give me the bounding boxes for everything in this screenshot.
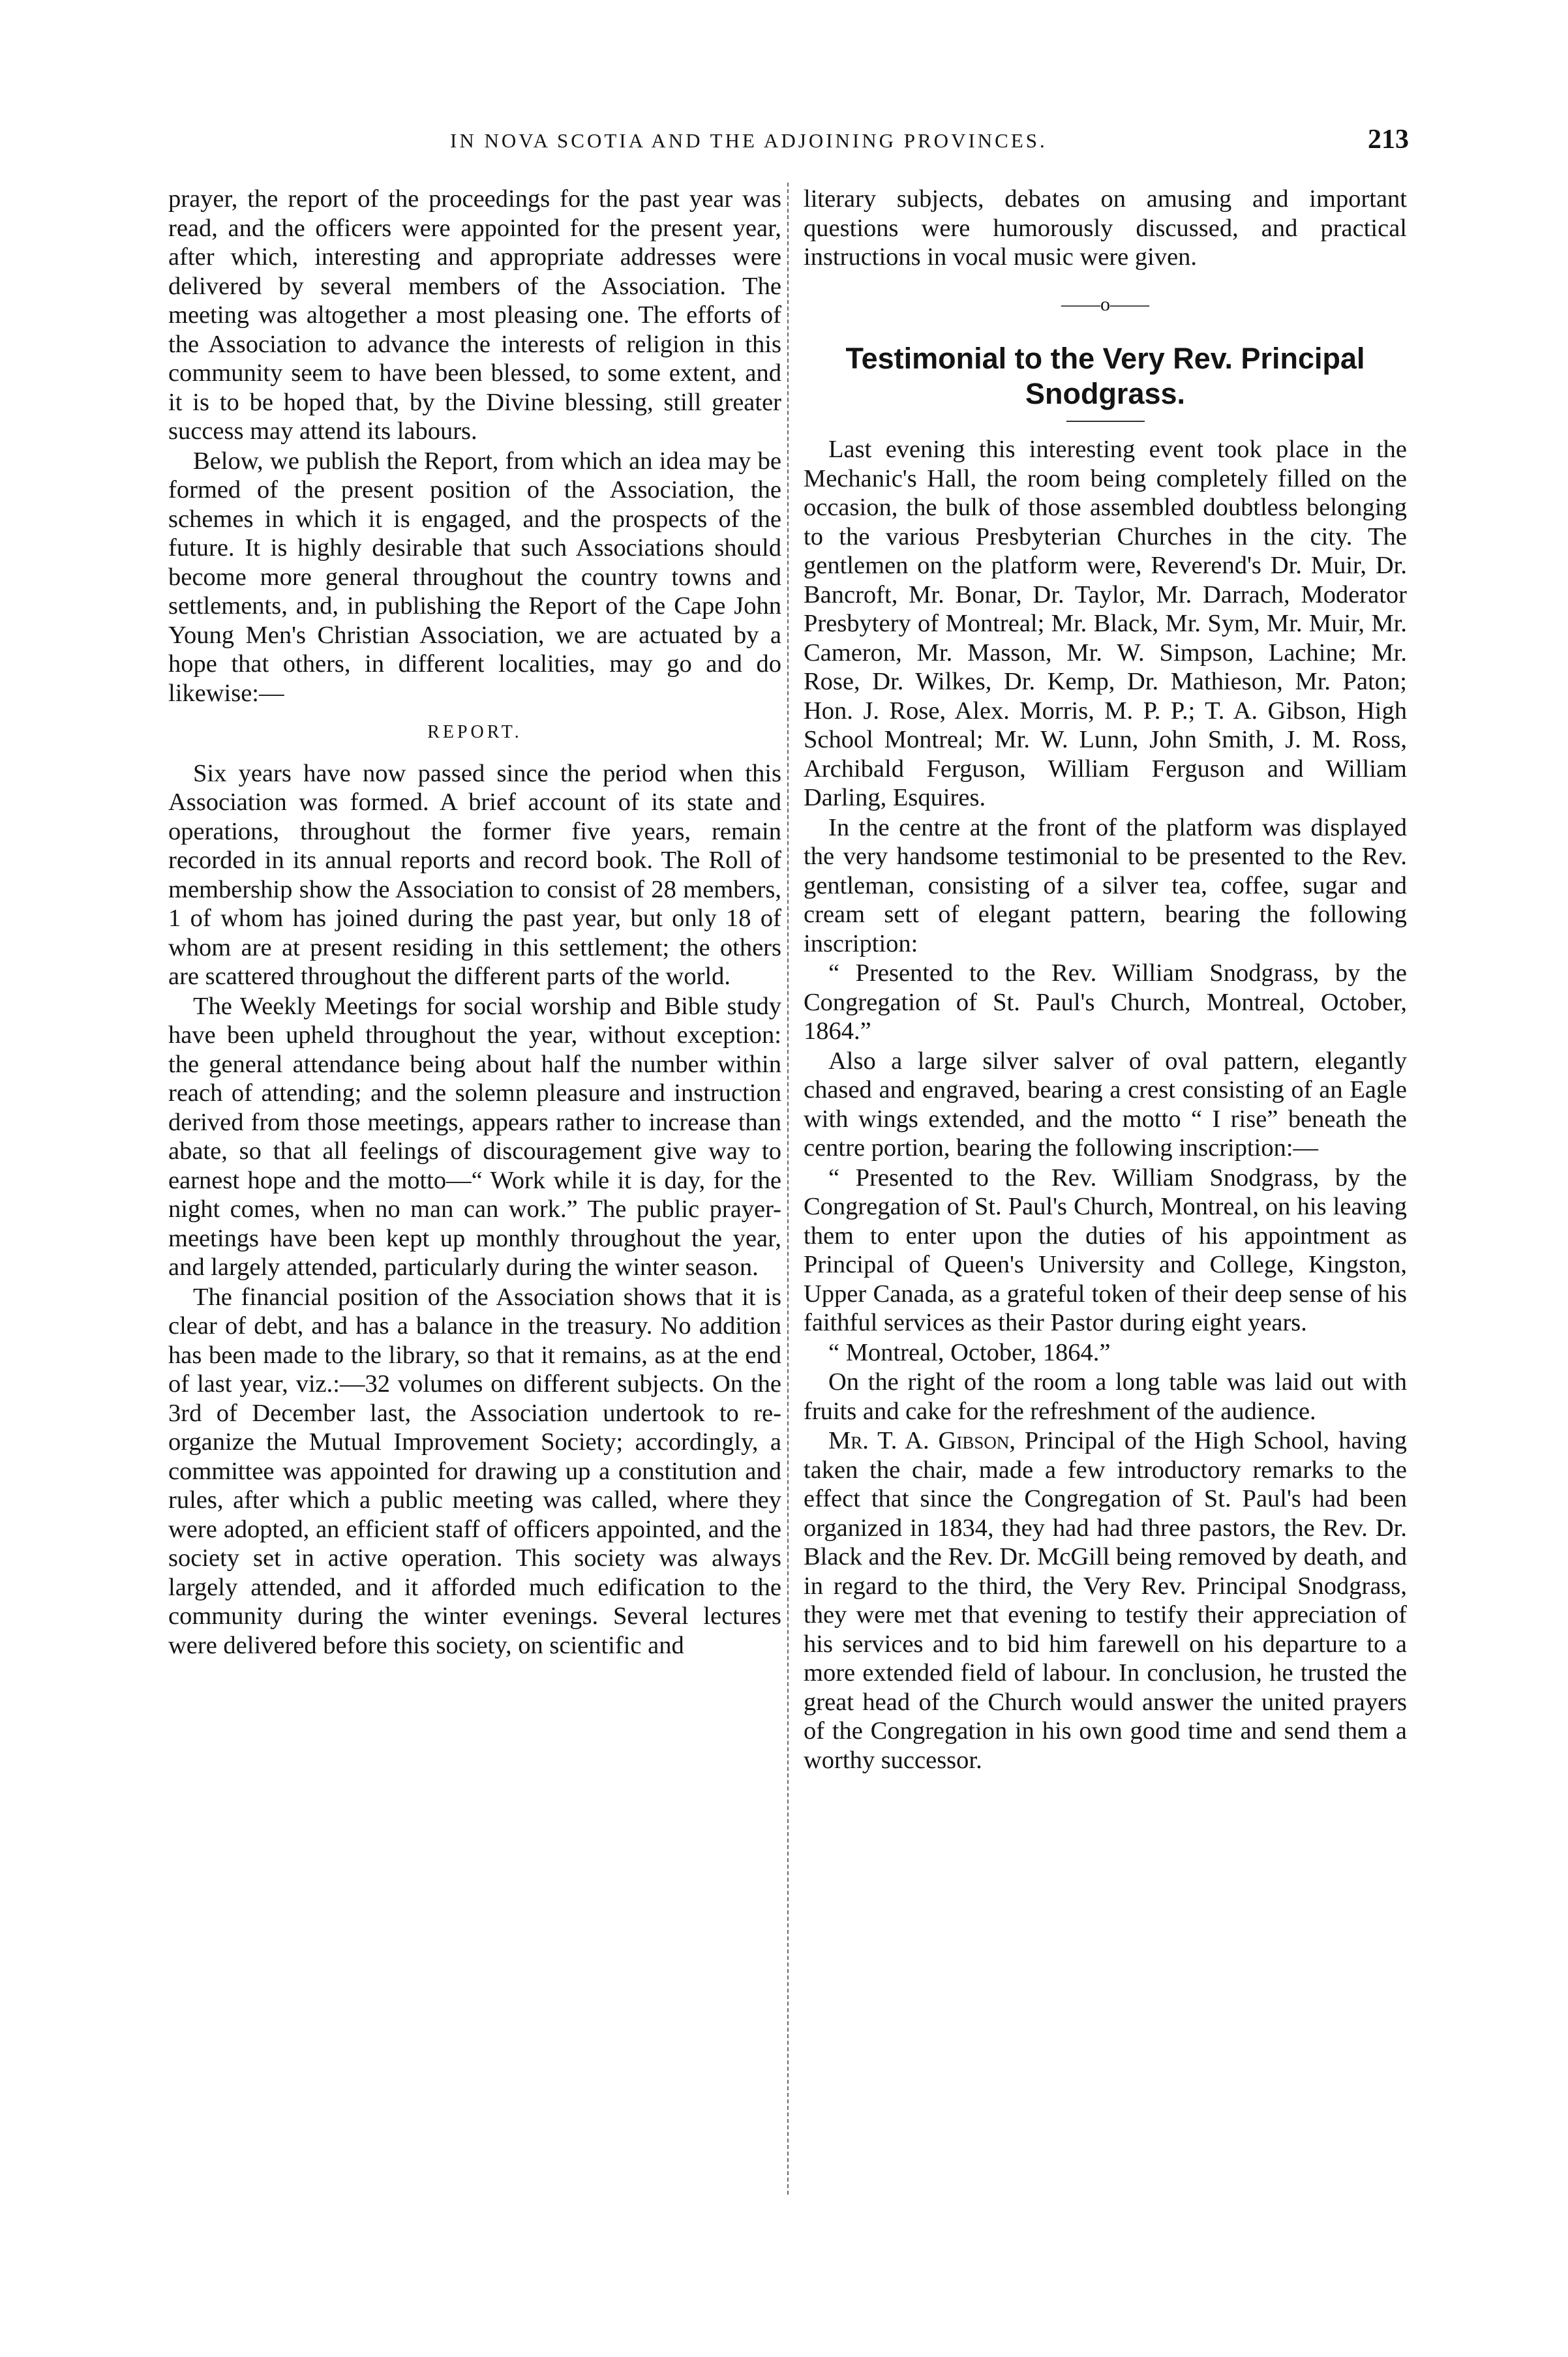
paragraph-event-description: Last evening this interesting event took place in the Mechanic's Hall, the room being completely filled on the occasion, the bulk of those assembled doubtless belonging to the various Presbyterian Churches in the city. The gentlemen on the platform were, Reverend's Dr. Muir, Dr. Bancroft, Mr. Bonar, Dr. Taylor, Mr. Darrach, Moderator Presbytery of Montreal; Mr. Black, Mr. Sym, Mr. Muir, Mr. Cameron, Mr. Masson, Mr. W. Simpson, Lachine; Mr. Rose, Dr. Wilkes, Dr. Kemp, Dr. Mathieson, Mr. Paton; Hon. J. Rose, Alex. Morris, M. P. P.; T. A. Gibson, High School Montreal; Mr. W. Lunn, John Smith, J. M. Ross, Archibald Ferguson, William Ferguson and William Darling, Esquires.	[804, 436, 1407, 811]
paragraph-continued: prayer, the report of the proceedings for the past year was read, and the officers were appointed for the present year, after which, interesting and appropriate addresses were delivered by several members of the Association. The meeting was altogether a most pleasing one. The efforts of the Association to advance the interests of religion in this community seem to have been blessed, to some extent, and it is to be hoped that, by the Divine blessing, still greater success may attend its labours.	[168, 185, 781, 445]
section-break: ——o——	[1061, 293, 1149, 315]
right-column	[804, 185, 1407, 1775]
report-heading: REPORT.	[427, 722, 522, 742]
page-number: 213	[1368, 125, 1409, 155]
paragraph-testimonial-display: In the centre at the front of the platform was displayed the very handsome testimonial to be presented to the Rev. gentleman, consisting of a silver tea, coffee, sugar and cream sett of elegant pattern, bearing the following inscription:	[804, 813, 1407, 957]
paragraph-silver-salver: Also a large silver salver of oval pattern, elegantly chased and engraved, bearing a crest consisting of an Eagle with wings extended, and the motto “ I rise” beneath the centre portion, bearing the following inscription:—	[804, 1047, 1407, 1162]
page-header	[163, 124, 1409, 170]
article-title: Testimonial to the Very Rev. Principal Snodgrass.	[845, 342, 1365, 410]
paragraph-refreshments: On the right of the room a long table was laid out with fruits and cake for the refreshment of the audience.	[804, 1368, 1407, 1425]
title-rule	[1066, 421, 1145, 422]
paragraph-inscription-two: “ Presented to the Rev. William Snodgrass, by the Congregation of St. Paul's Church, Montreal, on his leaving them to enter upon the duties of his appointment as Principal of Queen's University and College, Kingston, Upper Canada, as a grateful token of their deep sense of his faithful services as their Pastor during eight years.	[804, 1163, 1407, 1336]
running-title: IN NOVA SCOTIA AND THE ADJOINING PROVINCES.	[450, 129, 1048, 152]
column-divider	[787, 183, 789, 2195]
paragraph-report-years: Six years have now passed since the period when this Association was formed. A brief account of its state and operations, throughout the former five years, remain recorded in its annual reports and record book. The Roll of membership show the Association to consist of 28 members, 1 of whom has joined during the past year, but only 18 of whom are at present residing in this settlement; the others are scattered throughout the different parts of the world.	[168, 759, 781, 990]
paragraph-continued-literary: literary subjects, debates on amusing and important questions were humorously discussed, and practical instructions in vocal music were given.	[804, 185, 1407, 271]
paragraph-inscription-one: “ Presented to the Rev. William Snodgrass, by the Congregation of St. Paul's Church, Montreal, October, 1864.”	[804, 959, 1407, 1045]
paragraph-weekly-meetings: The Weekly Meetings for social worship and Bible study have been upheld throughout the year, without exception: the general attendance being about half the number within reach of attending; and the solemn pleasure and instruction derived from those meetings, appears rather to increase than abate, so that all feelings of discouragement give way to earnest hope and the motto—“ Work while it is day, for the night comes, when no man can work.” The public prayer-meetings have been kept up monthly throughout the year, and largely attended, particularly during the winter season.	[168, 992, 781, 1281]
left-column	[168, 185, 781, 1660]
paragraph-financial-position: The financial position of the Association shows that it is clear of debt, and has a balance in the treasury. No addition has been made to the library, so that it remains, as at the end of last year, viz.:—32 volumes on different subjects. On the 3rd of December last, the Association undertook to re-organize the Mutual Improvement Society; accordingly, a committee was appointed for drawing up a constitution and rules, after which a public meeting was called, where they were adopted, an efficient staff of officers appointed, and the society set in active operation. This society was always largely attended, and it afforded much edification to the community during the winter evenings. Several lectures were delivered before this society, on scientific and	[168, 1283, 781, 1659]
speaker-name: Mr. T. A. Gibson,	[828, 1427, 1016, 1454]
gibson-remarks-text: Principal of the High School, having taken the chair, made a few introductory remarks to the effect that since the Congregation of St. Paul's had been organized in 1834, they had had three pastors, the Rev. Dr. Black and the Rev. Dr. McGill being removed by death, and in regard to the third, the Very Rev. Principal Snodgrass, they were met that evening to testify their appreciation of his services and to bid him farewell on his departure to a more extended field of labour. In conclusion, he trusted the great head of the Church would answer the united prayers of the Congregation in his own good time and send them a worthy successor.	[804, 1427, 1407, 1774]
paragraph-gibson-remarks	[804, 1426, 1407, 1775]
paragraph-intro-report: Below, we publish the Report, from which an idea may be formed of the present position of the Association, the schemes in which it is engaged, and the prospects of the future. It is highly desirable that such Associations should become more general throughout the country towns and settlements, and, in publishing the Report of the Cape John Young Men's Christian Association, we are actuated by a hope that others, in different localities, may go and do likewise:—	[168, 447, 781, 707]
paragraph-inscription-date: “ Montreal, October, 1864.”	[828, 1338, 1111, 1366]
